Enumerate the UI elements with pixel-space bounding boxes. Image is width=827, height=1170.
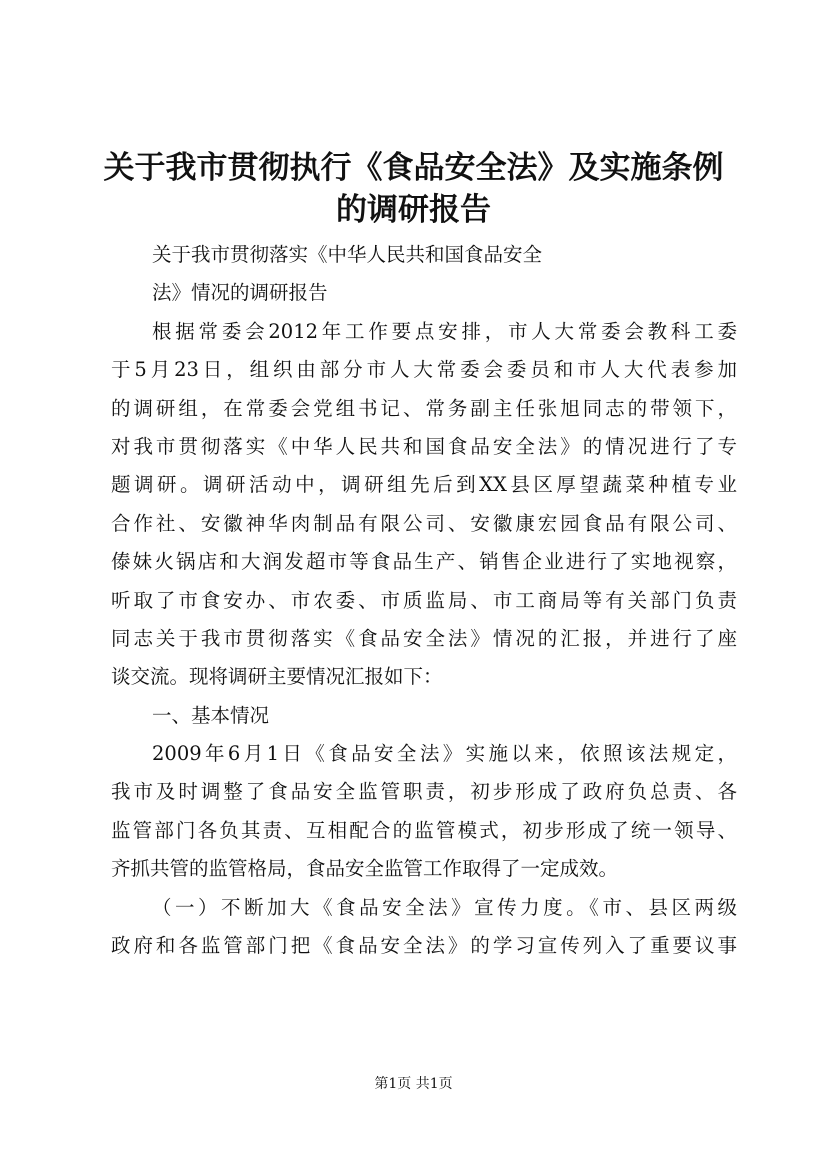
- section-heading: 一、基本情况: [152, 703, 270, 727]
- subtitle-line-1: 关于我市贯彻落实《中华人民共和国食品安全: [152, 243, 543, 266]
- paragraph-line: 监管部门各负其责、互相配合的监管模式，初步形成了统一领导、: [111, 818, 737, 842]
- paragraph-line: （一）不断加大《食品安全法》宣传力度。《市、县区两级: [152, 895, 737, 919]
- paragraph-line: 政府和各监管部门把《食品安全法》的学习宣传列入了重要议事: [111, 934, 737, 958]
- paragraph-line: 我市及时调整了食品安全监管职责，初步形成了政府负总责、各: [111, 780, 737, 804]
- paragraph-line: 合作社、安徽神华肉制品有限公司、安徽康宏园食品有限公司、: [111, 511, 737, 535]
- paragraph-line: 谈交流。现将调研主要情况汇报如下：: [111, 665, 443, 689]
- paragraph-line: 的调研组，在常委会党组书记、常务副主任张旭同志的带领下，: [111, 396, 737, 420]
- paragraph-line: 听取了市食安办、市农委、市质监局、市工商局等有关部门负责: [111, 588, 737, 612]
- subtitle-line-2: 法》情况的调研报告: [152, 281, 328, 305]
- page-footer: 第1页 共1页: [374, 1076, 453, 1092]
- paragraph-line: 题调研。调研活动中，调研组先后到XX县区厚望蔬菜种植专业: [111, 473, 737, 497]
- paragraph-line: 2009年6月1日《食品安全法》实施以来，依照该法规定，: [152, 742, 737, 766]
- paragraph-line: 对我市贯彻落实《中华人民共和国食品安全法》的情况进行了专: [111, 434, 737, 458]
- paragraph-line: 于5月23日，组织由部分市人大常委会委员和市人大代表参加: [111, 358, 737, 382]
- paragraph-line: 傣妹火锅店和大润发超市等食品生产、销售企业进行了实地视察，: [111, 550, 737, 574]
- document-body: [111, 236, 737, 965]
- paragraph-line: 根据常委会2012年工作要点安排，市人大常委会教科工委: [152, 319, 737, 343]
- paragraph-line: 齐抓共管的监管格局，食品安全监管工作取得了一定成效。: [111, 857, 619, 881]
- document-title-line-2: 的调研报告: [336, 192, 491, 228]
- document-title-line-1: 关于我市贯彻执行《食品安全法》及实施条例: [103, 150, 724, 186]
- paragraph-line: 同志关于我市贯彻落实《食品安全法》情况的汇报，并进行了座: [111, 626, 737, 650]
